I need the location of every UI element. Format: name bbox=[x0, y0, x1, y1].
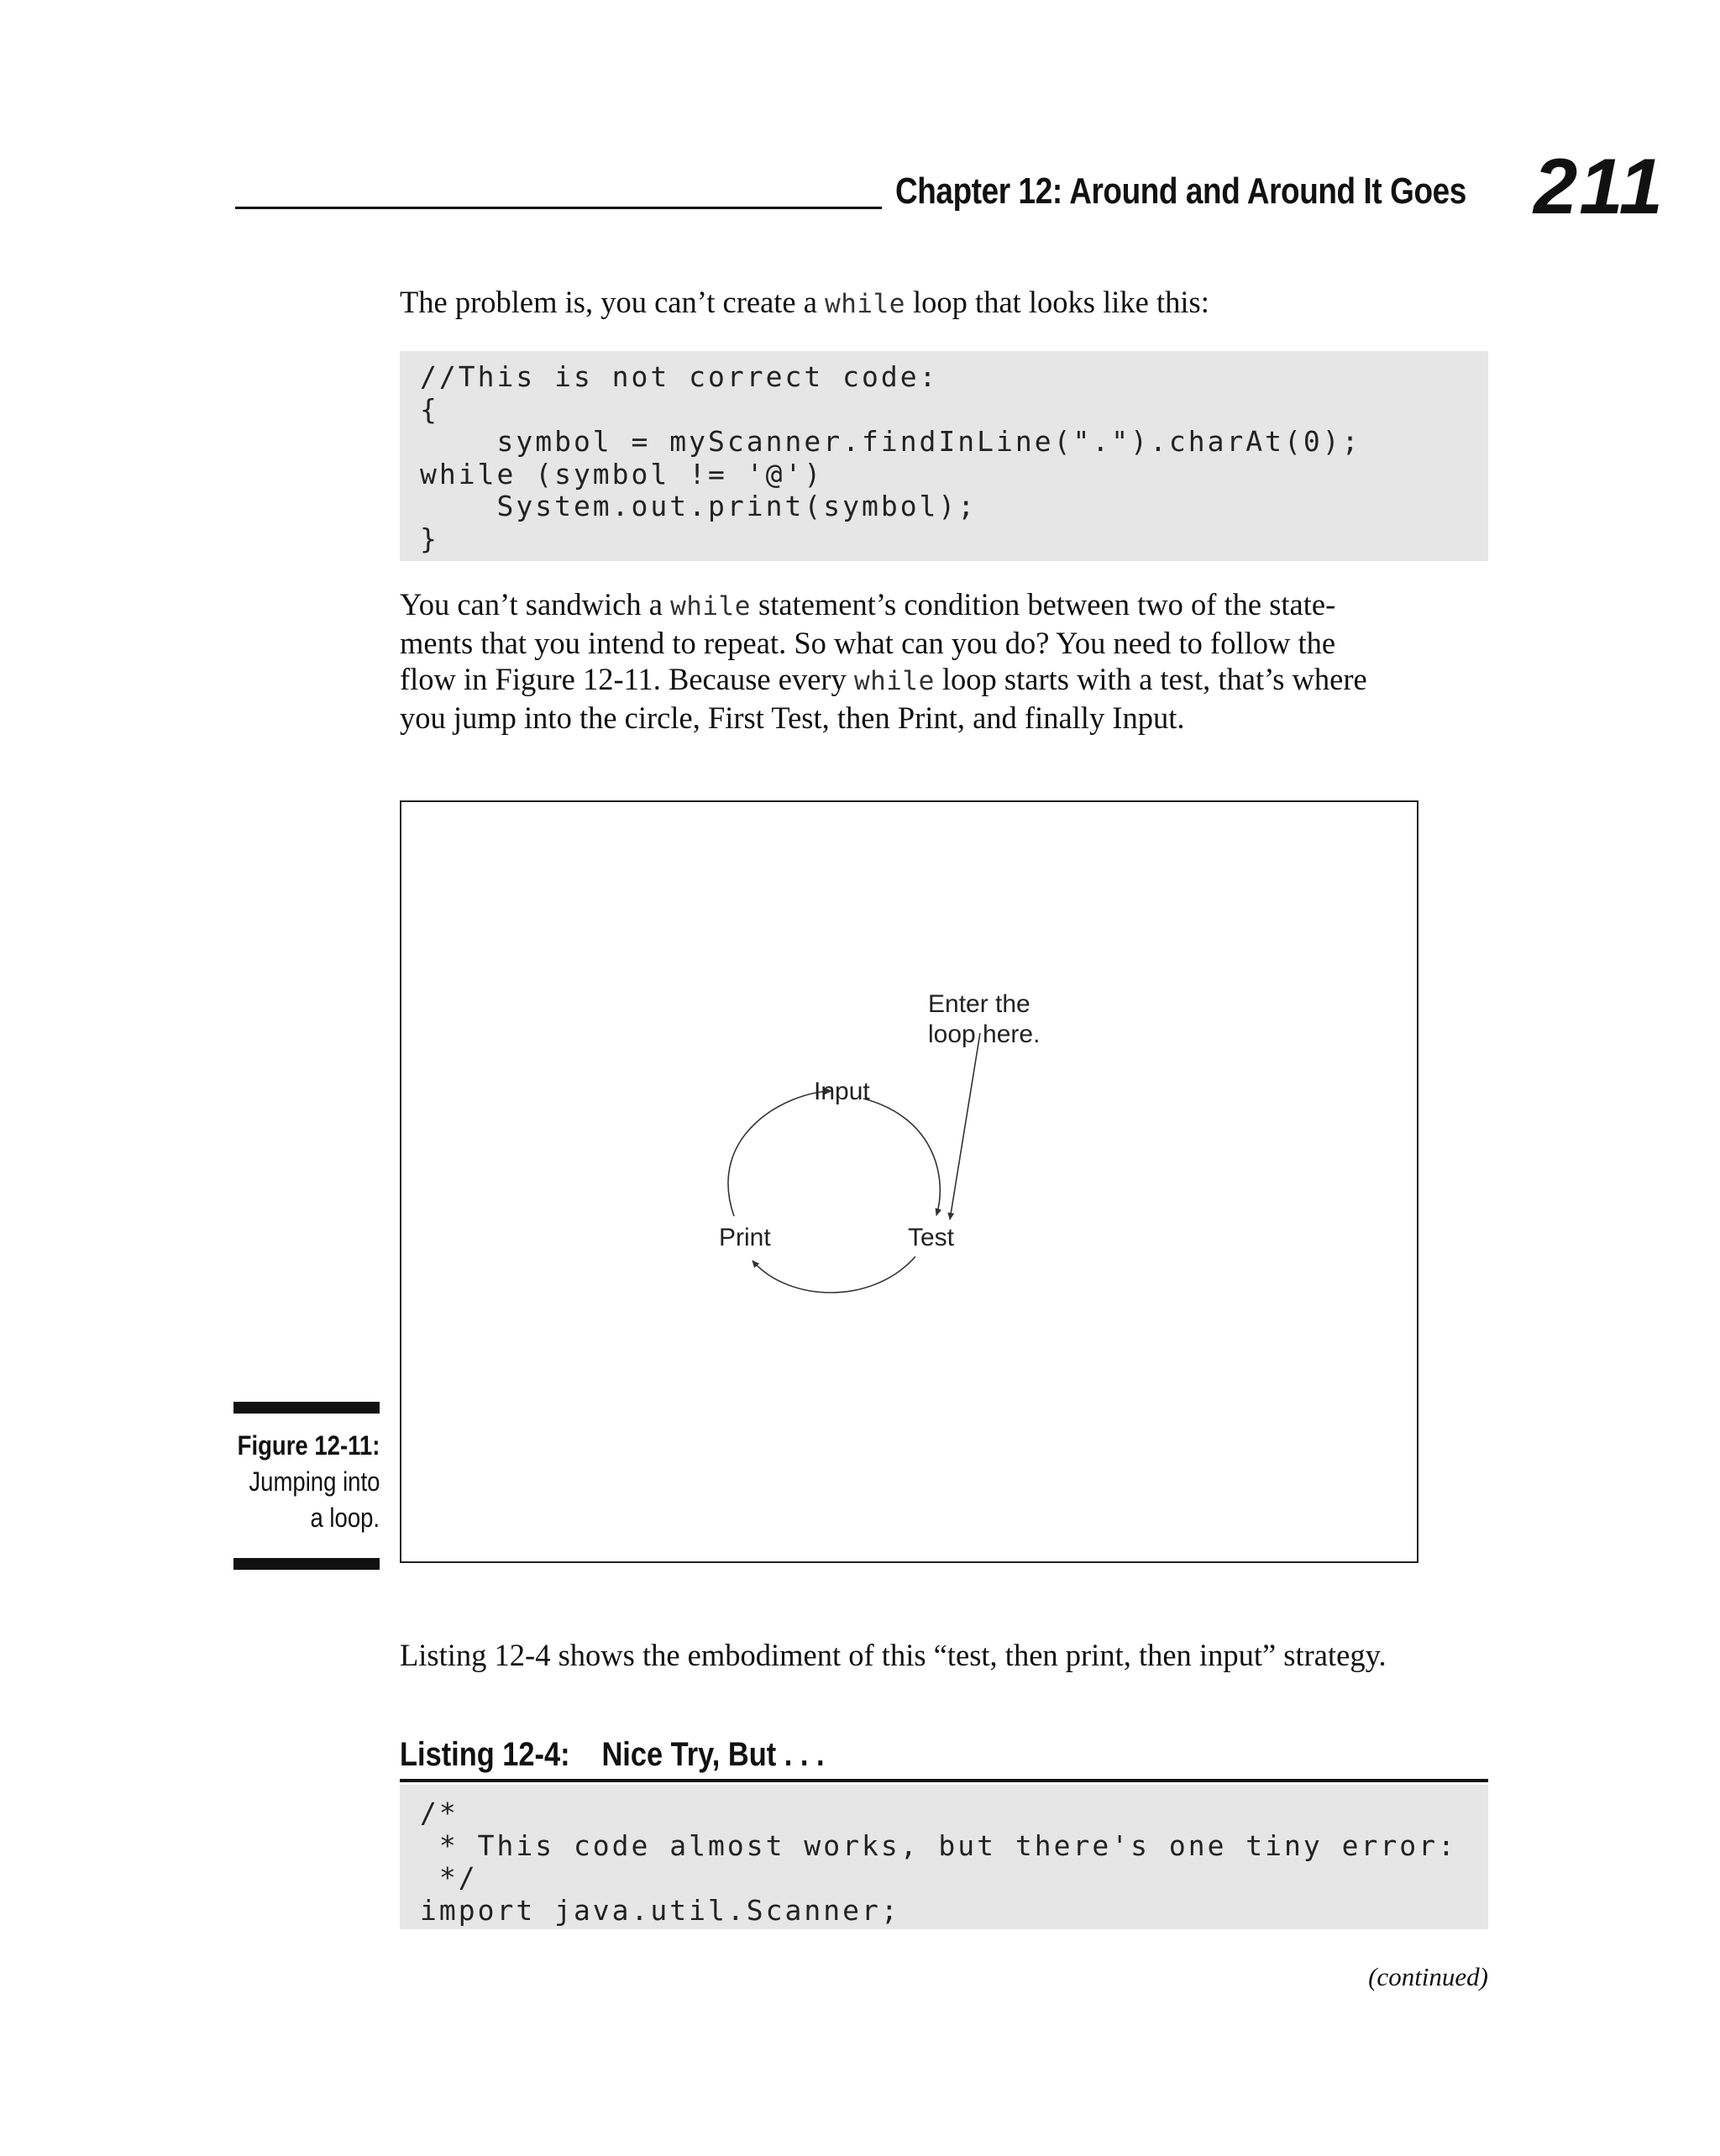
continued-note: (continued) bbox=[1368, 1962, 1488, 1991]
explanation-line bbox=[400, 586, 1492, 625]
intro-code-while: while bbox=[825, 289, 905, 319]
node-test: Test bbox=[908, 1224, 955, 1251]
page-number: 211 bbox=[1534, 142, 1665, 230]
chapter-title: Chapter 12: Around and Around It Goes bbox=[895, 170, 1466, 212]
code-line: } bbox=[420, 522, 439, 555]
entry-arrow bbox=[950, 1033, 980, 1220]
incorrect-code-block bbox=[400, 351, 1488, 561]
code-line: */ bbox=[420, 1861, 478, 1894]
listing-rule bbox=[400, 1779, 1488, 1782]
figure-caption bbox=[210, 1428, 380, 1536]
code-line: * This code almost works, but there's one tiny error: bbox=[420, 1828, 1457, 1862]
code-line: symbol = myScanner.findInLine(".").charAt(0); bbox=[420, 425, 1361, 458]
text-run: statement’s condition between two of the state- bbox=[750, 587, 1336, 622]
inline-code: while bbox=[670, 591, 751, 622]
arc-test-to-print bbox=[752, 1256, 915, 1293]
code-line: /* bbox=[420, 1797, 459, 1829]
text-run: loop starts with a test, that’s where bbox=[934, 662, 1367, 696]
loop-diagram-svg bbox=[401, 802, 1417, 1561]
listing-title: Nice Try, But . . . bbox=[601, 1736, 825, 1773]
arc-input-to-test bbox=[863, 1099, 940, 1215]
explanation-line bbox=[400, 661, 1492, 700]
listing-code-block bbox=[400, 1785, 1488, 1929]
entry-label-line: loop here. bbox=[928, 1020, 1041, 1048]
caption-bottom-bar bbox=[233, 1558, 380, 1570]
caption-text: a loop. bbox=[310, 1503, 380, 1533]
code-line: import java.util.Scanner; bbox=[420, 1893, 900, 1927]
caption-text: Jumping into bbox=[248, 1466, 380, 1497]
figure-loop-diagram bbox=[400, 800, 1418, 1563]
arc-print-to-input bbox=[728, 1091, 831, 1216]
explanation-line: ments that you intend to repeat. So what can you do? You need to follow the bbox=[400, 626, 1336, 660]
code-line: //This is not correct code: bbox=[420, 360, 939, 393]
header-rule bbox=[235, 207, 882, 209]
node-print: Print bbox=[719, 1224, 771, 1251]
intro-text-after: loop that looks like this: bbox=[905, 285, 1209, 319]
text-run: You can’t sandwich a bbox=[400, 587, 671, 622]
intro-text-before: The problem is, you can’t create a bbox=[400, 285, 826, 319]
caption-line bbox=[210, 1500, 380, 1536]
listing-number: Listing 12-4: bbox=[400, 1736, 570, 1773]
entry-label bbox=[928, 989, 1040, 1050]
code-line: System.out.print(symbol); bbox=[420, 490, 978, 522]
explanation-line: you jump into the circle, First Test, then Print, and finally Input. bbox=[400, 700, 1185, 735]
code-line: while (symbol != '@') bbox=[420, 457, 824, 490]
figure-number: Figure 12-11: bbox=[237, 1430, 380, 1461]
listing-heading bbox=[400, 1734, 1492, 1776]
node-input: Input bbox=[814, 1078, 870, 1105]
caption-line bbox=[210, 1428, 380, 1464]
code-line: { bbox=[420, 392, 439, 426]
caption-line bbox=[210, 1464, 380, 1500]
text-run: flow in Figure 12-11. Because every bbox=[400, 662, 854, 696]
explanation-paragraph bbox=[400, 586, 1492, 736]
inline-code: while bbox=[853, 666, 935, 696]
caption-top-bar bbox=[233, 1402, 380, 1414]
intro-paragraph bbox=[400, 284, 1492, 323]
entry-label-line: Enter the bbox=[928, 990, 1030, 1018]
listing-intro-paragraph: Listing 12-4 shows the embodiment of this “test, then print, then input” strategy. bbox=[400, 1638, 1387, 1672]
